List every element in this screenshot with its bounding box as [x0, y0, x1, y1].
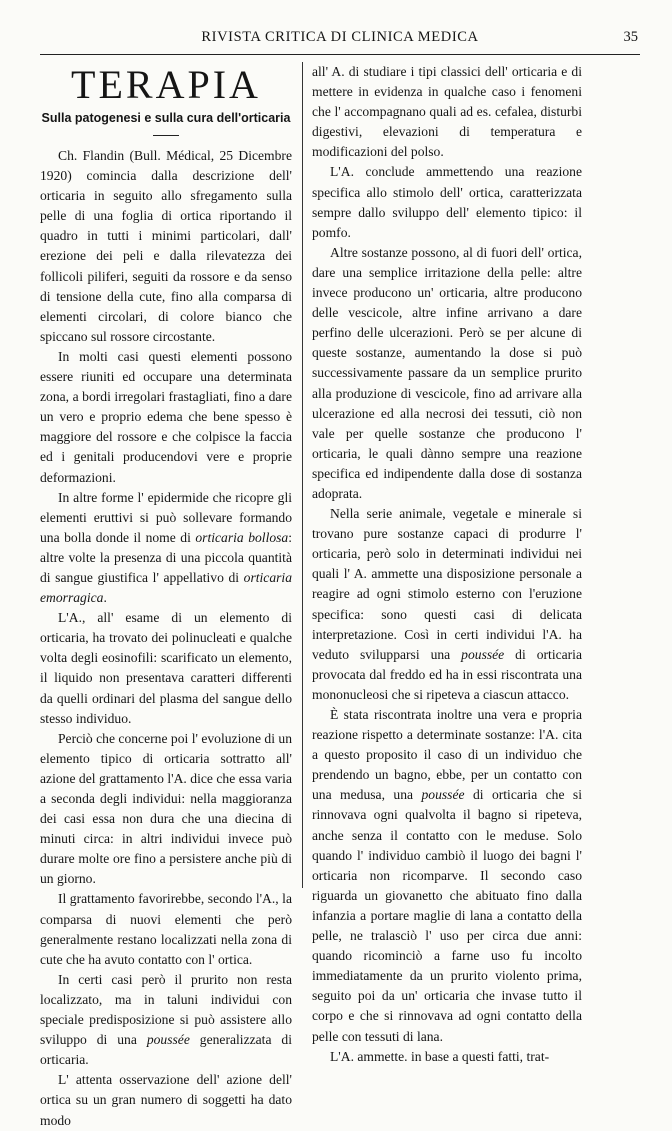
- title-dash: [153, 135, 179, 136]
- paragraph: all' A. di studiare i tipi classici dell' orticaria e di mettere in evidenza in qualche caso i fenomeni che l' accompagnano quali ad es. cefalea, disturbi digestivi, elevazioni di temperatura e modificazioni del polso.: [312, 64, 582, 160]
- header-rule: [40, 54, 640, 55]
- left-column: [40, 62, 292, 1131]
- paragraph: È stata riscontrata inoltre una vera e propria reazione rispetto a determinate sostanze: l'A. cita a questo proposito il caso di un individuo che prendendo un bagno, ebbe, per un contatto con una medusa, una poussée di orticaria che si rinnovava ogni qualvolta il bagno si ripeteva, anche senza il contatto con le meduse. Solo quando l' individuo cambiò il luogo dei bagni l' orticaria non ricomparve. Il secondo caso riguarda un giovanetto che abituato fino dalla infanzia a portare maglie di lana a contatto della pelle, ne tralasciò l' uso per circa due anni: quando ricominciò a farne uso fu incolto immediatamente da un prurito violento prima, seguito poi da un' orticaria che invase tutto il corpo e che si rinnovava ad ogni contatto della pelle con tessuti di lana.: [312, 707, 583, 1044]
- paragraph: L'A. conclude ammettendo una reazione specifica allo stimolo dell' ortica, caratterizzata sempre dallo sviluppo dell' elemento tipico: il pomfo.: [312, 164, 582, 240]
- paragraph: Nella serie animale, vegetale e minerale si trovano pure sostanze capaci di produrre l' orticaria, però solo in determinati individui nei quali l' A. ammette una disposizione personale a reagire ad ogni stimolo esterno con l'eruzione specifica: sono questi casi di delicata interpretazione. Così in certi individui l'A. ha veduto svilupparsi una poussée di orticaria provocata dal freddo ed ha in essi riscontrata una mononucleosi che si ripeteva a ciascun attacco.: [312, 506, 582, 702]
- paragraph: L' attenta osservazione dell' azione dell' ortica su un gran numero di soggetti ha dato modo: [40, 1072, 292, 1128]
- paragraph: L'A., all' esame di un elemento di orticaria, ha trovato dei polinucleati e qualche volta degli eosinofili: scarificato un elemento, il liquido non presentava caratteri differenti da quelli ordinari del plasma del sangue dello stesso individuo.: [40, 610, 292, 726]
- paragraph: Il grattamento favorirebbe, secondo l'A., la comparsa di nuovi elementi che però generalmente restano localizzati nella zona di cute che ha avuto contatto con l' ortica.: [40, 891, 292, 967]
- paragraph: Perciò che concerne poi l' evoluzione di un elemento tipico di orticaria sottratto all' azione del grattamento l'A. dice che essa varia a seconda degli individui: nella maggioranza dei casi essa non dura che una diecina di minuti circa: in altri individui invece può durare molte ore fino a persistere anche più di un giorno.: [40, 730, 292, 887]
- paragraph: In certi casi però il prurito non resta localizzato, ma in taluni individui con speciale predisposizione si può assistere allo sviluppo di una poussée generalizzata di orticaria.: [40, 971, 292, 1068]
- right-column: [312, 62, 582, 1067]
- paragraph: Altre sostanze possono, al di fuori dell' ortica, dare una semplice irritazione della pelle: altre invece producono un' orticaria, altre producono delle vescicole, altre infine arrivano a dare perfino delle ulcerazioni. Però se per alcune di queste sostanze, aumentando la dose si può successivamente passare da un semplice prurito alla produzione di vescicole, fino ad arrivare alla ulcerazione ed alla necrosi dei tessuti, ciò non vale per quelle sostanze che producono l' orticaria, le quali dànno sempre una reazione specifica ed indipendente dalla dose di sostanza adoprata.: [312, 244, 582, 501]
- page-number: 35: [623, 29, 638, 45]
- paragraph: In molti casi questi elementi possono essere riuniti ed occupare una determinata zona, a bordi irregolari frastagliati, fino a dare un vero e proprio edema che bene spesso è maggiore del rossore e che colpisce la faccia ed i genitali producendovi vere e proprie deformazioni.: [40, 348, 292, 485]
- column-divider: [302, 62, 303, 888]
- paragraph: In altre forme l' epidermide che ricopre gli elementi eruttivi si può sollevare formando una bolla donde il nome di orticaria bollosa: altre volte la presenza di una piccola quantità di sangue giustifica l' appellativo di orticaria emorragica.: [40, 489, 293, 606]
- paragraph: L'A. ammette. in base a questi fatti, trat-: [330, 1048, 550, 1064]
- paragraph: Ch. Flandin (Bull. Médical, 25 Dicembre 1920) comincia dalla descrizione dell' orticaria in seguito allo sfregamento sulla pelle di una foglia di ortica riportando il quadro in tutti i minimi particolari, dall' erezione dei peli e dalla rilevatezza dei follicoli piliferi, seguiti da rossore e da senso di tensione della cute, fino alla comparsa di elementi circolari, di colore bianco che spiccano sul rossore circostante.: [40, 148, 292, 344]
- article-title: Sulla patogenesi e sulla cura dell'orticaria: [41, 111, 291, 125]
- journal-title: RIVISTA CRITICA DI CLINICA MEDICA: [201, 29, 479, 45]
- section-heading: TERAPIA: [71, 62, 261, 107]
- running-header: [40, 26, 640, 52]
